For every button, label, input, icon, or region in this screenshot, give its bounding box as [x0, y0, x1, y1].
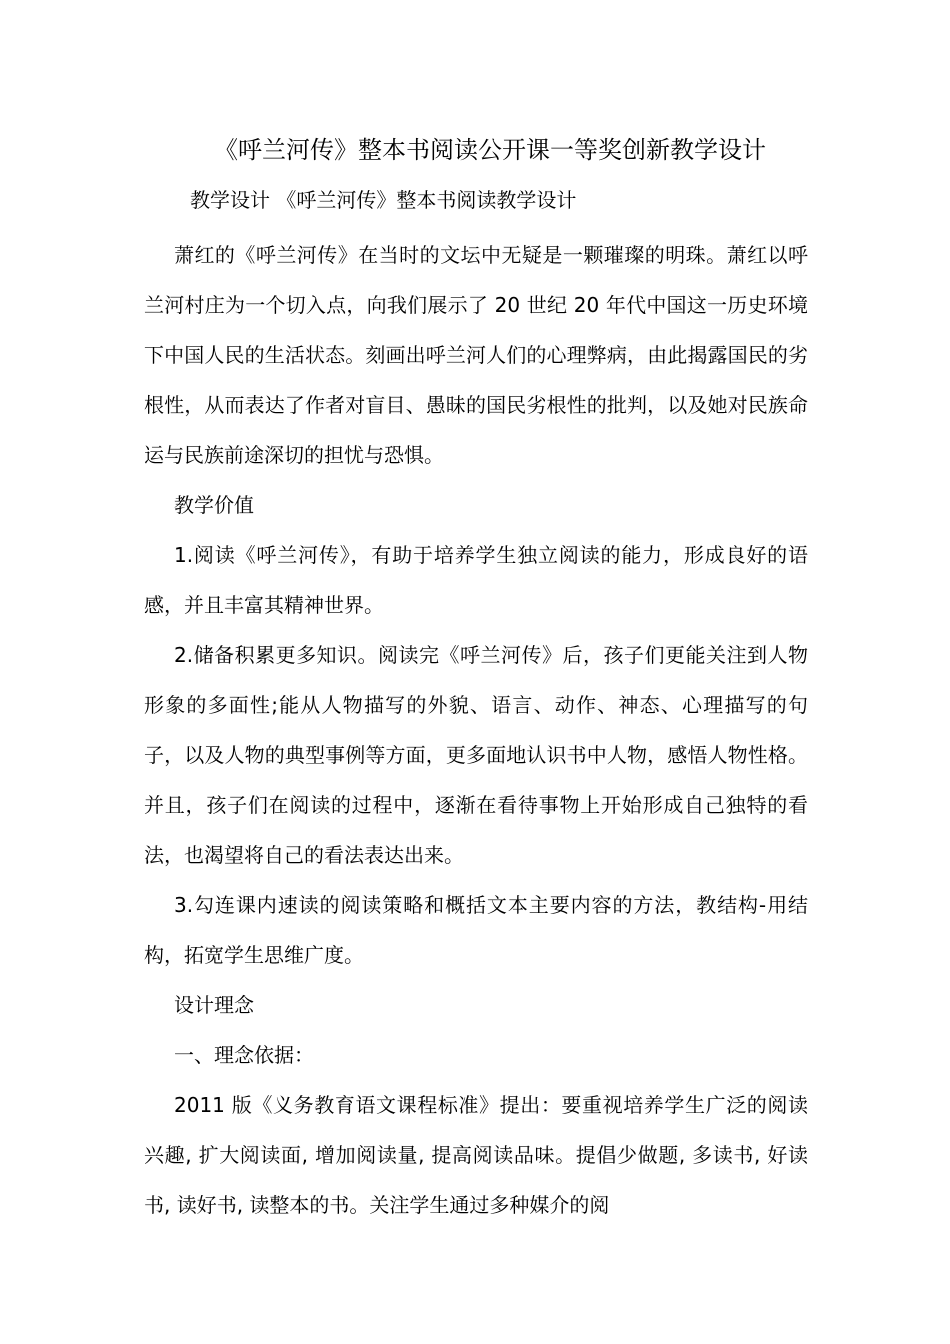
subheading-concept-basis: 一、理念依据：: [174, 1043, 314, 1067]
paragraph-value-2: 2.储备积累更多知识。阅读完《呼兰河传》后，孩子们更能关注到人物形象的多面性;能从人物描写的外貌、语言、动作、神态、心理描写的句子，以及人物的典型事例等方面，更多面地认识书中人物，感悟人物性格。并且，孩子们在阅读的过程中，逐渐在看待事物上开始形成自己独特的看法，也渴望将自己的看法表达出来。: [144, 643, 808, 867]
paragraph-intro: 萧红的《呼兰河传》在当时的文坛中无疑是一颗璀璨的明珠。萧红以呼兰河村庄为一个切入点，向我们展示了 20 世纪 20 年代中国这一历史环境下中国人民的生活状态。刻画出呼兰河人们的心理弊病，由此揭露国民的劣根性，从而表达了作者对盲目、愚昧的国民劣根性的批判，以及她对民族命运与民族前途深切的担忧与恐惧。: [144, 243, 808, 467]
document-subtitle: 教学设计 《呼兰河传》整本书阅读教学设计: [190, 188, 577, 212]
document-body: [144, 230, 808, 1230]
section-heading-design-concept: 设计理念: [174, 993, 254, 1017]
paragraph-value-3: 3.勾连课内速读的阅读策略和概括文本主要内容的方法，教结构-用结构，拓宽学生思维广度。: [144, 893, 808, 967]
section-heading-teaching-value: 教学价值: [174, 493, 254, 517]
paragraph-curriculum-standard: 2011 版《义务教育语文课程标准》提出：要重视培养学生广泛的阅读兴趣, 扩大阅读面, 增加阅读量, 提高阅读品味。提倡少做题, 多读书, 好读书, 读好书, 读整本的书。关注学生通过多种媒介的阅: [144, 1093, 808, 1217]
document-title: 《呼兰河传》整本书阅读公开课一等奖创新教学设计: [214, 136, 766, 164]
paragraph-value-1: 1.阅读《呼兰河传》，有助于培养学生独立阅读的能力，形成良好的语感，并且丰富其精神世界。: [144, 543, 808, 617]
